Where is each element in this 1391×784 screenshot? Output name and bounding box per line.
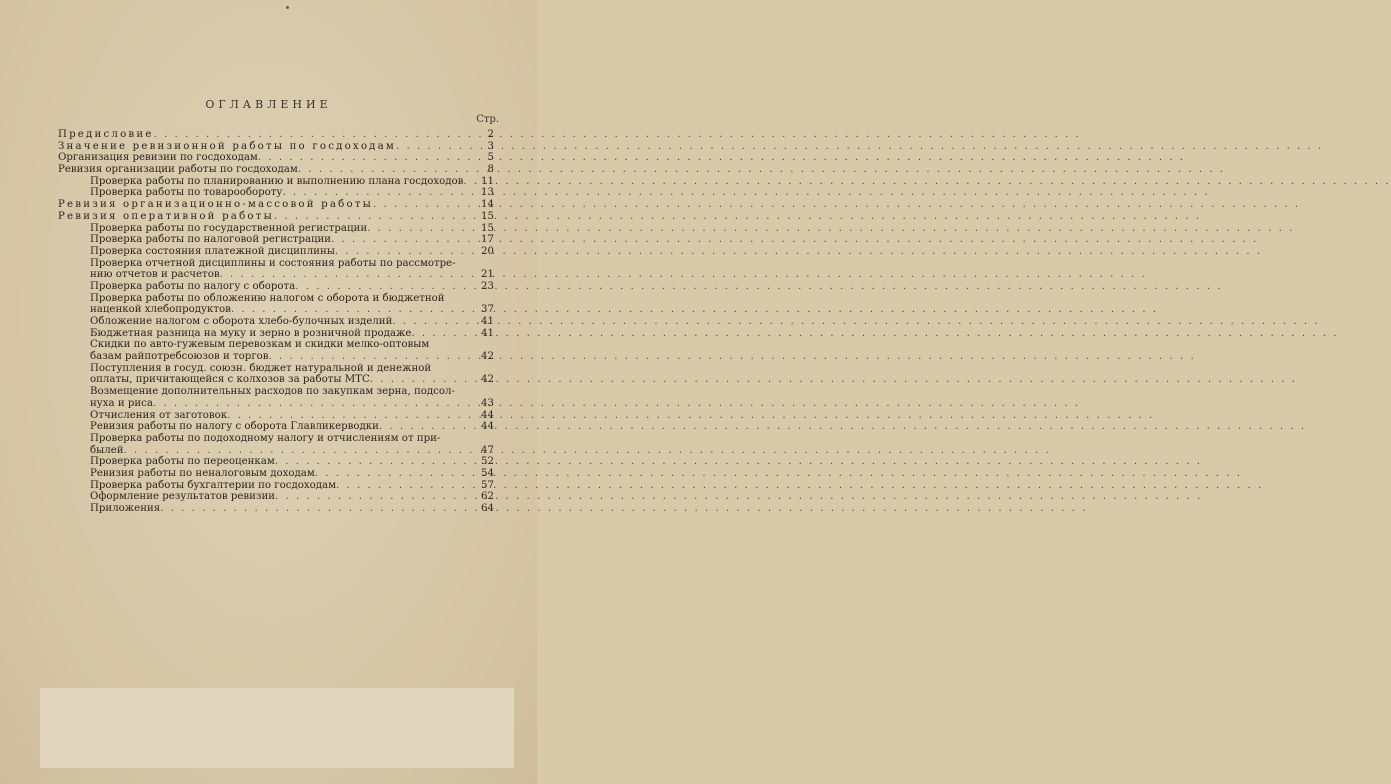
toc-entry bbox=[58, 223, 494, 235]
page-number: 8 bbox=[487, 164, 494, 176]
toc-entry-title: оплаты, причитающейся с колхозов за работы МТС bbox=[90, 374, 370, 386]
leader-dots bbox=[275, 491, 472, 503]
toc-entry bbox=[58, 246, 494, 258]
toc-entry-title: Проверка работы по налогу с оборота bbox=[90, 280, 296, 292]
toc-entry bbox=[58, 410, 494, 422]
page-number: 62 bbox=[481, 491, 494, 503]
toc-entry-title: Проверка работы по налоговой регистрации bbox=[90, 234, 332, 246]
leader-dots bbox=[269, 351, 472, 363]
toc-entry-title: Предисловие bbox=[58, 129, 154, 140]
leader-dots bbox=[396, 141, 472, 153]
toc-entry-title: Возмещение дополнительных расходов по закупкам зерна, подсол- bbox=[90, 386, 455, 398]
toc-entry-title: Скидки по авто-гужевым перевозкам и скидки мелко-оптовым bbox=[90, 339, 430, 351]
toc-entry-title: Ревизия организации работы по госдоходам bbox=[58, 164, 298, 176]
toc-entry bbox=[58, 293, 494, 305]
leader-dots bbox=[463, 176, 472, 188]
toc-entry bbox=[58, 141, 494, 153]
toc-entry bbox=[58, 164, 494, 176]
ink-spot bbox=[286, 6, 289, 9]
leader-dots bbox=[282, 187, 472, 199]
toc-entry-continuation bbox=[58, 445, 494, 457]
toc-entry bbox=[58, 316, 494, 328]
leader-dots bbox=[373, 199, 472, 211]
toc-entry-title: Проверка состояния платежной дисциплины bbox=[90, 245, 335, 257]
toc-entry-title: Проверка работы по обложению налогом с оборота и бюджетной bbox=[90, 292, 445, 304]
leader-dots bbox=[335, 246, 472, 258]
toc-entry-title: Бюджетная разница на муку и зерно в розничной продаже bbox=[90, 327, 412, 339]
toc-entry-title: базам райпотребсоюзов и торгов bbox=[90, 351, 269, 363]
toc-entry-title: Проверка работы по государственной регистрации bbox=[90, 222, 368, 234]
page-number: 2 bbox=[487, 129, 494, 140]
page-number: 42 bbox=[481, 374, 494, 386]
toc-entry bbox=[58, 456, 494, 468]
toc-entry-title: Ревизия работы по неналоговым доходам bbox=[90, 467, 315, 479]
toc-entry-title: Организация ревизии по госдоходам bbox=[58, 152, 258, 164]
page-number: 44 bbox=[481, 409, 494, 421]
toc-entry bbox=[58, 480, 494, 492]
leader-dots bbox=[298, 164, 472, 176]
toc-entry-title: Проверка работы по товарообороту bbox=[90, 187, 283, 199]
page-number: 57 bbox=[481, 479, 494, 491]
toc-entry bbox=[58, 433, 494, 445]
toc-entry bbox=[58, 281, 494, 293]
page-number: 54 bbox=[481, 467, 494, 479]
toc-entry bbox=[58, 386, 494, 398]
page-number: 37 bbox=[481, 304, 494, 316]
toc-entry-continuation bbox=[58, 351, 494, 363]
page-number: 5 bbox=[487, 152, 494, 164]
toc-entry-title: Проверка отчетной дисциплины и состояния работы по рассмотре- bbox=[90, 257, 456, 269]
toc-entry bbox=[58, 491, 494, 503]
leader-dots bbox=[370, 374, 472, 386]
toc-entry-title: Ревизия организационно-массовой работы bbox=[58, 199, 373, 211]
toc-entry bbox=[58, 187, 494, 199]
page-number: 41 bbox=[481, 327, 494, 339]
page-number: 15 bbox=[481, 210, 494, 222]
leader-dots bbox=[220, 269, 472, 281]
toc-entry-title: Проверка работы бухгалтерии по госдоходам bbox=[90, 479, 337, 491]
toc-entry bbox=[58, 211, 494, 223]
leader-dots bbox=[411, 328, 472, 340]
leader-dots bbox=[153, 398, 472, 410]
page-number: 44 bbox=[481, 421, 494, 433]
page-number: 17 bbox=[481, 234, 494, 246]
toc-entry-title: Оформление результатов ревизии bbox=[90, 491, 276, 503]
page-number: 42 bbox=[481, 351, 494, 363]
toc-entry bbox=[58, 176, 494, 188]
toc-entry-continuation bbox=[58, 269, 494, 281]
page-number: 64 bbox=[481, 503, 494, 514]
toc-entry bbox=[58, 468, 494, 480]
toc-entry bbox=[58, 328, 494, 340]
toc-entry-title: Проверка работы по планированию и выполнению плана госдоходов bbox=[90, 175, 464, 187]
leader-dots bbox=[154, 129, 472, 141]
toc-entry bbox=[58, 129, 494, 141]
leader-dots bbox=[367, 223, 472, 235]
toc-entry bbox=[58, 234, 494, 246]
toc-entry-title: Обложение налогом с оборота хлебо-булочных изделий bbox=[90, 316, 393, 327]
page-number: 21 bbox=[481, 269, 494, 281]
toc-entry-title: наценкой хлебопродуктов bbox=[90, 304, 231, 316]
leader-dots bbox=[227, 410, 472, 422]
page-column-header: Стр. bbox=[476, 114, 499, 125]
toc-entry-title: Ревизия оперативной работы bbox=[58, 210, 274, 222]
toc-entry bbox=[58, 503, 494, 515]
toc-entry-title: Значение ревизионной работы по госдоходам bbox=[58, 140, 397, 152]
page-number: 41 bbox=[481, 316, 494, 327]
toc-entry-title: Поступления в госуд. союзн. бюджет натуральной и денежной bbox=[90, 362, 432, 374]
page-title: ОГЛАВЛЕНИЕ bbox=[205, 98, 332, 111]
page-number: 3 bbox=[487, 140, 494, 152]
toc-entry bbox=[58, 258, 494, 270]
leader-dots bbox=[160, 503, 472, 515]
leader-dots bbox=[379, 421, 472, 433]
page-number: 15 bbox=[481, 222, 494, 234]
toc-entry bbox=[58, 199, 494, 211]
leader-dots bbox=[258, 152, 472, 164]
page-number: 47 bbox=[481, 444, 494, 456]
toc-entry-continuation bbox=[58, 398, 494, 410]
toc-entry-title: нуха и риса bbox=[90, 397, 153, 409]
leader-dots bbox=[315, 468, 472, 480]
table-of-contents bbox=[58, 129, 494, 515]
toc-entry bbox=[58, 152, 494, 164]
toc-entry-title: былей bbox=[90, 444, 124, 456]
page-number: 23 bbox=[481, 280, 494, 292]
toc-entry bbox=[58, 339, 494, 351]
leader-dots bbox=[336, 480, 472, 492]
toc-entry-continuation bbox=[58, 374, 494, 386]
leader-dots bbox=[275, 456, 472, 468]
leader-dots bbox=[392, 316, 472, 328]
toc-entry-title: нию отчетов и расчетов bbox=[90, 269, 220, 281]
page-number: 11 bbox=[481, 175, 494, 187]
toc-entry-title: Ревизия работы по налогу с оборота Главликерводки bbox=[90, 421, 379, 433]
leader-dots bbox=[274, 211, 472, 223]
blank-area bbox=[40, 688, 514, 768]
leader-dots bbox=[295, 281, 472, 293]
page-number: 14 bbox=[481, 199, 494, 211]
leader-dots bbox=[231, 304, 472, 316]
page-number: 43 bbox=[481, 397, 494, 409]
leader-dots bbox=[331, 234, 472, 246]
toc-entry-title: Проверка работы по переоценкам bbox=[90, 456, 275, 468]
book-page bbox=[0, 0, 537, 784]
page-number: 52 bbox=[481, 456, 494, 468]
leader-dots bbox=[124, 445, 472, 457]
toc-entry bbox=[58, 421, 494, 433]
toc-entry-title: Приложения bbox=[90, 503, 161, 514]
toc-entry bbox=[58, 363, 494, 375]
page-number: 20 bbox=[481, 245, 494, 257]
toc-entry-title: Проверка работы по подоходному налогу и отчислениям от при- bbox=[90, 432, 441, 444]
toc-entry-title: Отчисления от заготовок bbox=[90, 409, 228, 421]
toc-entry-continuation bbox=[58, 304, 494, 316]
page-number: 13 bbox=[481, 187, 494, 199]
